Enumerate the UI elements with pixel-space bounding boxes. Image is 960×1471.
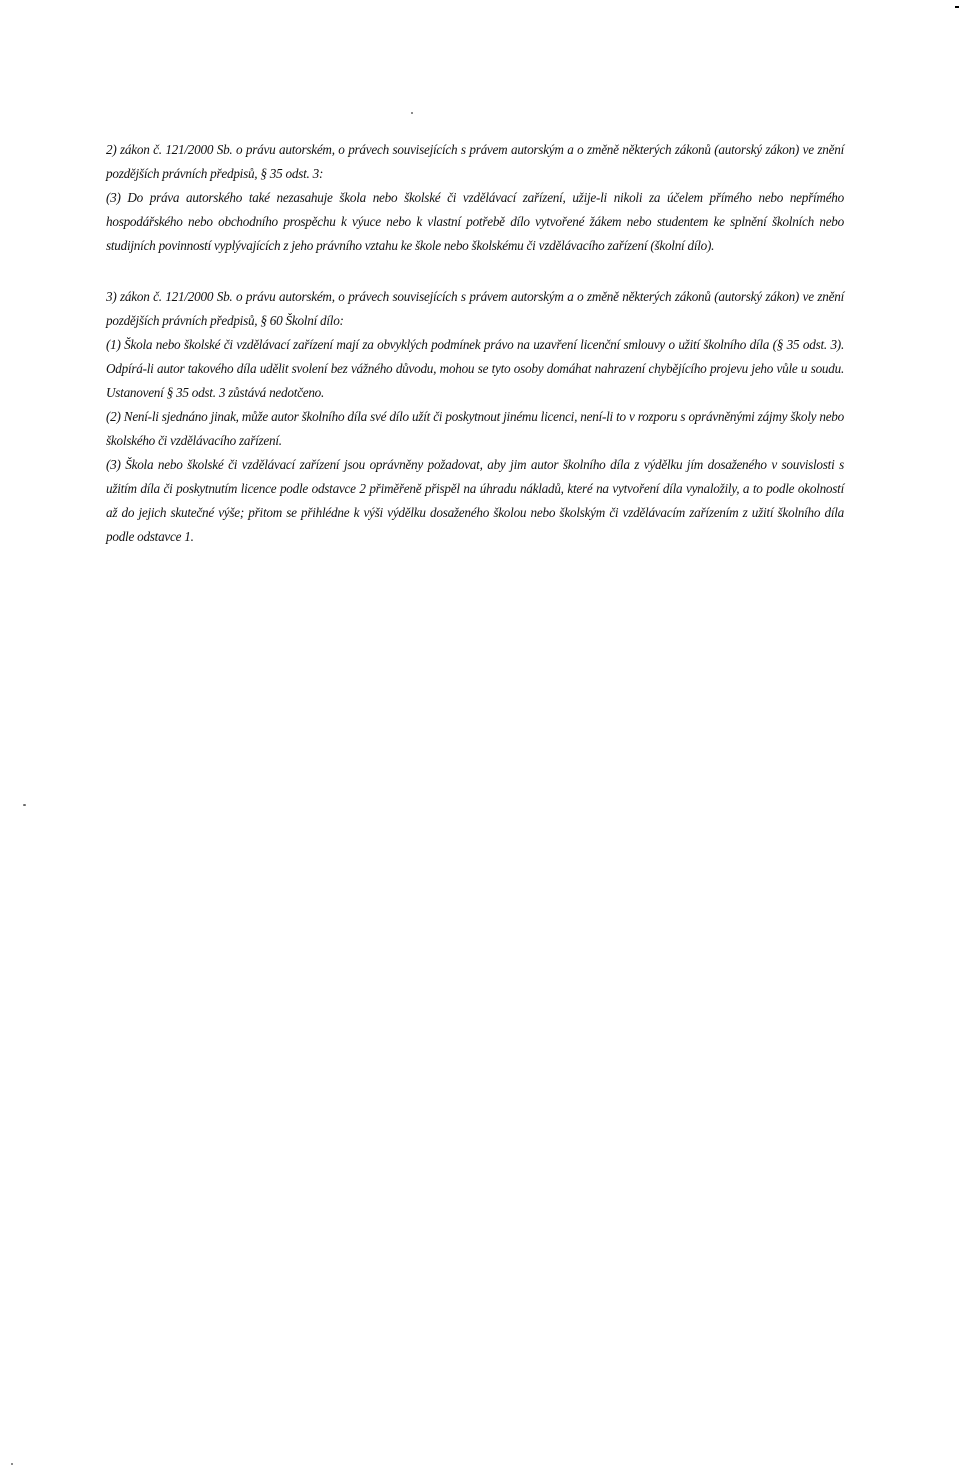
footnote-2 [106, 138, 844, 258]
scan-speck [411, 112, 413, 114]
footnote-3-paragraph-3: (3) Škola nebo školské či vzdělávací zařízení jsou oprávněny požadovat, aby jim autor školního díla z výdělku jím dosaženého v souvislosti s užitím díla či poskytnutím licence podle odstavce 2 přiměřeně přispěl na úhradu nákladů, které na vytvoření díla vynaložily, a to podle okolností až do jejich skutečné výše; přitom se přihlédne k výši výdělku dosaženého školou nebo školským či vzdělávacím zařízením z užití školního díla podle odstavce 1. [106, 457, 844, 544]
footnote-3-paragraph-1: (1) Škola nebo školské či vzdělávací zařízení mají za obvyklých podmínek právo na uzavření licenční smlouvy o užití školního díla (§ 35 odst. 3). Odpírá-li autor takového díla udělit svolení bez vážného důvodu, mohou se tyto osoby domáhat nahrazení chybějícího projevu jeho vůle u soudu. Ustanovení § 35 odst. 3 zůstává nedotčeno. [106, 337, 844, 400]
footnote-3-paragraph-2: (2) Není-li sjednáno jinak, může autor školního díla své dílo užít či poskytnout jinému licenci, není-li to v rozporu s oprávněnými zájmy školy nebo školského či vzdělávacího zařízení. [106, 409, 844, 448]
footnote-2-paragraph: (3) Do práva autorského také nezasahuje škola nebo školské či vzdělávací zařízení, užije-li nikoli za účelem přímého nebo nepřímého hospodářského nebo obchodního prospěchu k výuce nebo k vlastní potřebě dílo vytvořené žákem nebo studentem ke splnění školních nebo studijních povinností vyplývajících z jeho právního vztahu ke škole nebo školskému či vzdělávacího zařízení (školní dílo). [106, 190, 844, 253]
footnote-3 [106, 285, 844, 549]
scan-speck [11, 1463, 13, 1465]
scan-speck [23, 804, 26, 806]
footnote-2-heading: 2) zákon č. 121/2000 Sb. o právu autorském, o právech souvisejících s právem autorským a o změně některých zákonů (autorský zákon) ve znění pozdějších právních předpisů, § 35 odst. 3: [106, 142, 844, 181]
scan-corner-mark [955, 6, 959, 8]
footnote-3-heading: 3) zákon č. 121/2000 Sb. o právu autorském, o právech souvisejících s právem autorským a o změně některých zákonů (autorský zákon) ve znění pozdějších právních předpisů, § 60 Školní dílo: [106, 289, 844, 328]
